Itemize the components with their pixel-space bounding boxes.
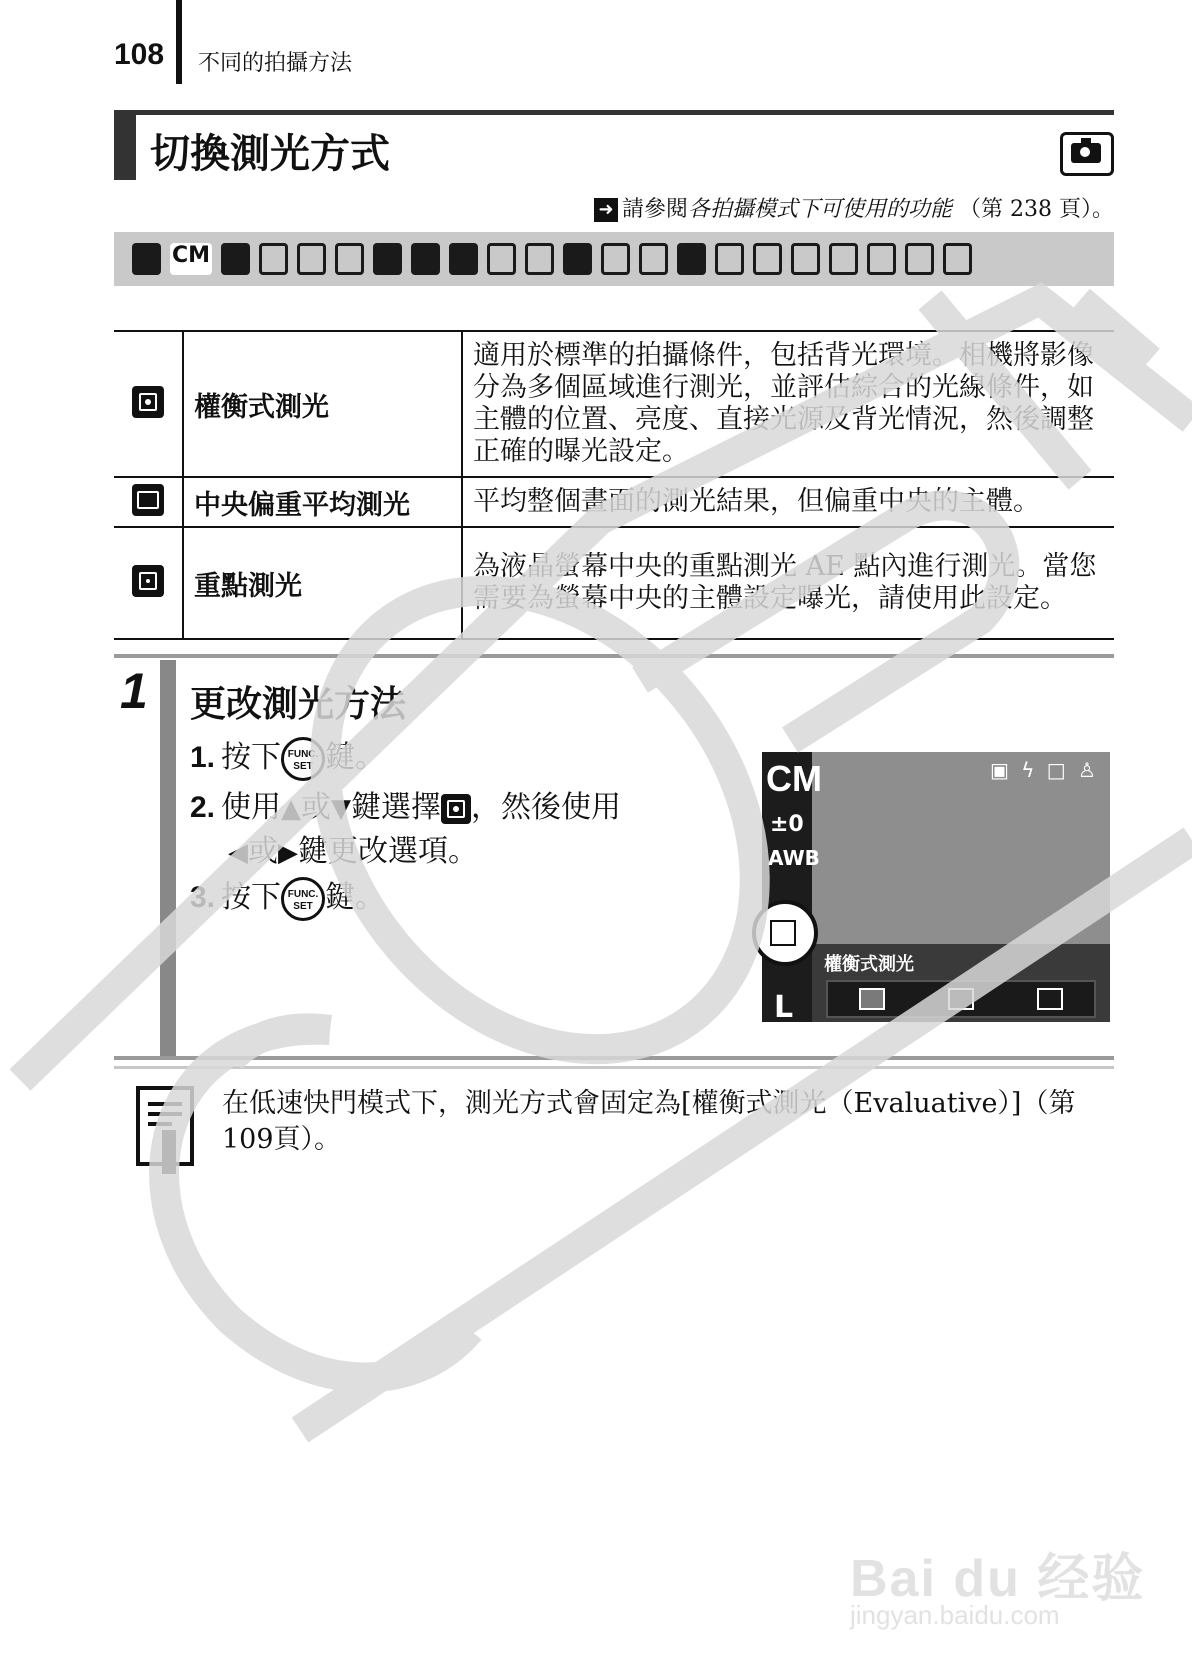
note-pencil-icon <box>136 1086 194 1166</box>
arrow-left-icon: ◀ <box>228 838 248 868</box>
arrow-right-icon: ➜ <box>594 198 618 222</box>
foliage-icon <box>563 243 592 275</box>
camera-mode-icon <box>1060 132 1114 176</box>
lcd-menu-label: 權衡式測光 <box>824 954 914 975</box>
metering-description: 平均整個畫面的測光結果，但偏重中央的主體。 <box>462 477 1114 527</box>
page-number: 108 <box>114 38 165 71</box>
evaluative-metering-icon <box>441 794 471 824</box>
color-swap-icon <box>297 243 326 275</box>
func-set-button-icon: FUNC. SET <box>281 877 325 921</box>
lcd-ev-label: ±0 <box>770 812 804 837</box>
lcd-mode-label: CM <box>766 758 822 799</box>
snow-icon <box>601 243 630 275</box>
func-set-button-icon: FUNC. SET <box>281 737 325 781</box>
shooting-mode-strip <box>114 232 1114 286</box>
portrait-icon <box>373 243 402 275</box>
reference-line <box>594 192 1114 223</box>
fireworks-icon <box>677 243 706 275</box>
movie-color-accent-icon <box>867 243 896 275</box>
step-bar <box>160 660 176 1060</box>
metering-name: 中央偏重平均測光 <box>183 477 462 527</box>
manual-mode-icon <box>170 243 212 275</box>
running-head: 不同的拍攝方法 <box>198 51 353 76</box>
evaluative-metering-icon <box>859 988 885 1010</box>
night-snapshot-icon <box>449 243 478 275</box>
spot-metering-icon <box>1037 988 1063 1010</box>
lcd-status-icons: ▣ ϟ □ ♙ <box>990 758 1099 782</box>
baidu-logo: Bai du 经验 <box>850 1550 1146 1608</box>
header-rule <box>176 0 182 84</box>
spot-metering-icon <box>132 565 164 597</box>
step-item-1 <box>190 732 385 781</box>
table-row <box>114 477 1114 527</box>
step-item-text: 使用 <box>221 790 282 825</box>
arrow-down-icon: ▼ <box>331 794 352 824</box>
underwater-icon <box>715 243 744 275</box>
center-weighted-metering-icon <box>132 484 164 516</box>
metering-description: 為液晶螢幕中央的重點測光 AE 點內進行測光。當您需要為螢幕中央的主體設定曝光，請使用此設定。 <box>462 527 1114 639</box>
step-item-text: 鍵。 <box>325 740 386 775</box>
step-item-3 <box>190 872 385 921</box>
step-title: 更改測光方法 <box>190 684 407 725</box>
arrow-up-icon: ▲ <box>281 794 302 824</box>
color-accent-icon <box>259 243 288 275</box>
step-item-2 <box>190 782 621 826</box>
reference-link[interactable]: 各拍攝模式下可使用的功能 <box>688 197 953 222</box>
arrow-right-icon: ▶ <box>278 838 298 868</box>
step-item-2-continued <box>228 826 478 870</box>
lcd-size-label: L <box>774 990 794 1025</box>
step-bottom-rule <box>114 1056 1114 1060</box>
kids-pets-icon <box>487 243 516 275</box>
movie-compact-icon <box>829 243 858 275</box>
table-row <box>114 331 1114 477</box>
indoor-icon <box>525 243 554 275</box>
step-item-text: ，然後使用 <box>471 790 622 825</box>
step-item-text: 或 <box>301 790 332 825</box>
icon-cell <box>114 477 183 527</box>
metering-name: 權衡式測光 <box>183 331 462 477</box>
movie-standard-icon <box>791 243 820 275</box>
digital-macro-icon <box>221 243 250 275</box>
step-item-number: 1. <box>190 741 216 774</box>
step-top-rule <box>114 654 1114 658</box>
table-row <box>114 527 1114 639</box>
center-weighted-metering-icon <box>948 988 974 1010</box>
title-rule <box>114 110 1114 115</box>
movie-time-lapse-icon <box>943 243 972 275</box>
icon-cell <box>114 527 183 639</box>
section-title: 切換測光方式 <box>150 131 390 177</box>
step-item-text: 鍵。 <box>325 880 386 915</box>
landscape-icon <box>411 243 440 275</box>
note-text: 在低速快門模式下，測光方式會固定為[權衡式測光（Evaluative）]（第109頁）。 <box>222 1088 1076 1155</box>
step-number: 1 <box>120 663 148 719</box>
aquarium-icon <box>753 243 782 275</box>
step-item-text: 按下 <box>221 740 282 775</box>
reference-suffix: （第 238 頁）。 <box>959 197 1114 222</box>
step-bottom-rule-secondary <box>114 1066 1114 1069</box>
step-item-text: 鍵選擇 <box>351 790 442 825</box>
evaluative-metering-icon <box>132 386 164 418</box>
reference-prefix: 請參閱 <box>621 197 688 222</box>
step-item-text: 按下 <box>221 880 282 915</box>
step-item-text: 鍵更改選項。 <box>298 834 478 869</box>
step-item-text: 或 <box>248 834 278 869</box>
lcd-metering-options <box>826 980 1096 1018</box>
step-item-number: 2. <box>190 791 216 824</box>
metering-name: 重點測光 <box>183 527 462 639</box>
auto-mode-icon <box>132 243 161 275</box>
title-bar <box>114 110 136 180</box>
stitch-assist-icon <box>335 243 364 275</box>
highlight-circle <box>752 900 818 966</box>
baidu-url: jingyan.baidu.com <box>850 1600 1060 1630</box>
icon-cell <box>114 331 183 477</box>
beach-icon <box>639 243 668 275</box>
step-item-number: 3. <box>190 881 216 914</box>
metering-table <box>114 330 1114 640</box>
movie-color-swap-icon <box>905 243 934 275</box>
lcd-wb-label: AWB <box>768 846 820 870</box>
metering-description: 適用於標準的拍攝條件，包括背光環境。相機將影像分為多個區域進行測光，並評估綜合的光線條件，如主體的位置、亮度、直接光源及背光情況，然後調整正確的曝光設定。 <box>462 331 1114 477</box>
